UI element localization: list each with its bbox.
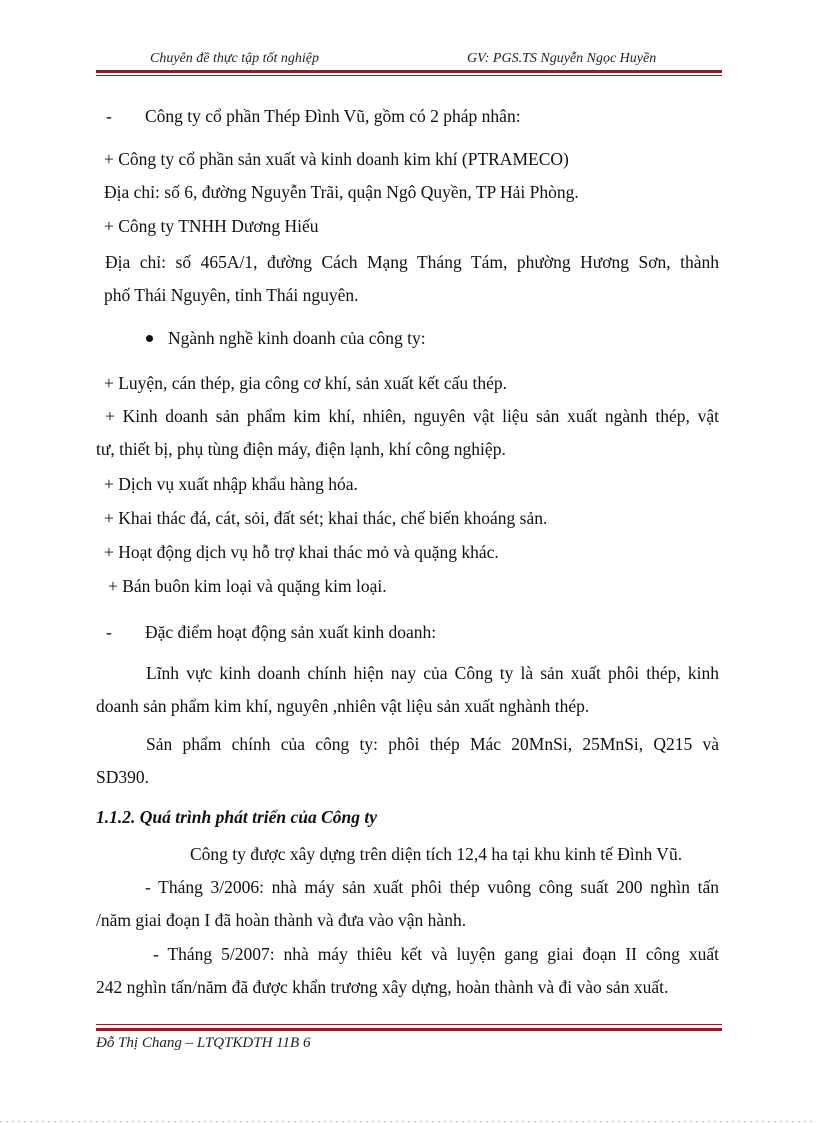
bullet-icon [146,335,153,342]
dash-marker-2: - [106,622,112,642]
paragraph-8-line-2: tư, thiết bị, phụ tùng điện máy, điện lạnh, khí công nghiệp. [96,439,506,459]
paragraph-3: Địa chỉ: số 6, đường Nguyễn Trãi, quận Ngô Quyền, TP Hải Phòng. [104,182,579,202]
paragraph-17-line-1: - Tháng 3/2006: nhà máy sản xuất phôi thép vuông công suất 200 nghìn tấn [145,877,719,897]
paragraph-9: + Dịch vụ xuất nhập khẩu hàng hóa. [104,474,358,494]
header-right: GV: PGS.TS Nguyễn Ngọc Huyền [467,51,657,66]
paragraph-7: + Luyện, cán thép, gia công cơ khí, sản xuất kết cấu thép. [104,373,508,393]
page-bottom-dotted-border [0,1121,816,1122]
paragraph-12: + Bán buôn kim loại và quặng kim loại. [108,576,387,596]
paragraph-10: + Khai thác đá, cát, sỏi, đất sét; khai thác, chế biến khoáng sản. [104,508,548,528]
paragraph-14-line-2: doanh sản phẩm kim khí, nguyên ,nhiên vật liệu sản xuất nghành thép. [96,696,590,716]
footer-rule-thick [96,1028,722,1031]
paragraph-5-line-1: Địa chỉ: số 465A/1, đường Cách Mạng Tháng Tám, phường Hương Sơn, thành [105,252,719,272]
paragraph-15-line-2: SD390. [96,767,149,787]
paragraph-5-line-2: phố Thái Nguyên, tỉnh Thái nguyên. [104,285,359,305]
header-rule-thin [96,75,722,76]
paragraph-11: + Hoạt động dịch vụ hỗ trợ khai thác mỏ và quặng khác. [104,542,499,562]
paragraph-6: Ngành nghề kinh doanh của công ty: [168,328,426,348]
paragraph-18-line-2: 242 nghìn tấn/năm đã được khẩn trương xây dựng, hoàn thành và đi vào sản xuất. [96,977,669,997]
paragraph-15-line-1: Sản phẩm chính của công ty: phôi thép Mác 20MnSi, 25MnSi, Q215 và [146,734,719,754]
paragraph-18-line-1: - Tháng 5/2007: nhà máy thiêu kết và luyện gang giai đoạn II công xuất [153,944,719,964]
section-heading: 1.1.2. Quá trình phát triển của Công ty [96,807,378,827]
paragraph-1: Công ty cổ phần Thép Đình Vũ, gồm có 2 pháp nhân: [145,106,521,126]
paragraph-8-line-1: + Kinh doanh sản phẩm kim khí, nhiên, nguyên vật liệu sản xuất ngành thép, vật [105,406,719,426]
paragraph-16: Công ty được xây dựng trên diện tích 12,4 ha tại khu kinh tế Đình Vũ. [190,844,683,864]
header-rule-thick [96,70,722,73]
footer-text: Đỗ Thị Chang – LTQTKDTH 11B 6 [96,1035,311,1051]
paragraph-17-line-2: /năm giai đoạn I đã hoàn thành và đưa vào vận hành. [96,910,467,930]
paragraph-2: + Công ty cổ phần sản xuất và kinh doanh kim khí (PTRAMECO) [104,149,569,169]
paragraph-4: + Công ty TNHH Dương Hiếu [104,216,319,236]
header-left: Chuyên đề thực tập tốt nghiệp [150,51,319,66]
footer-rule-thin [96,1024,722,1025]
dash-marker-1: - [106,106,112,126]
paragraph-13: Đặc điểm hoạt động sản xuất kinh doanh: [145,622,437,642]
paragraph-14-line-1: Lĩnh vực kinh doanh chính hiện nay của Công ty là sản xuất phôi thép, kinh [146,663,719,683]
